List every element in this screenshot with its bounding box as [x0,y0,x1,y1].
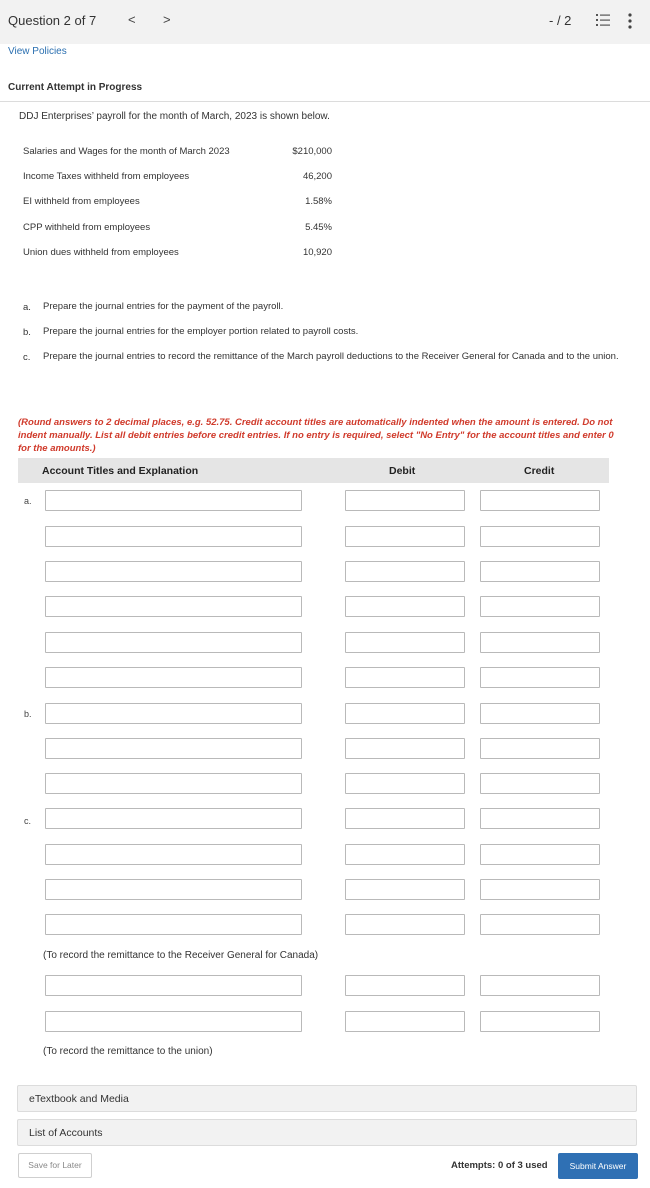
debit-input[interactable] [345,490,465,511]
requirement-text: Prepare the journal entries for the payment of the payroll. [43,301,284,312]
account-title-input[interactable] [45,773,302,794]
etextbook-media-panel[interactable] [17,1085,637,1112]
question-score: - / 2 [549,13,572,28]
account-title-input[interactable] [45,914,302,935]
entry-letter-c: c. [24,816,32,826]
account-title-input[interactable] [45,490,302,511]
debit-input[interactable] [345,632,465,653]
debit-input[interactable] [345,879,465,900]
credit-input[interactable] [480,738,600,759]
question-list-icon[interactable] [596,14,610,26]
record-note-union: (To record the remittance to the union) [43,1046,213,1057]
account-title-input[interactable] [45,596,302,617]
debit-input[interactable] [345,703,465,724]
debit-input[interactable] [345,914,465,935]
account-title-input[interactable] [45,561,302,582]
given-label: EI withheld from employees [23,196,140,207]
given-label: Salaries and Wages for the month of March 2023 [23,146,230,157]
requirement-letter: a. [23,302,31,313]
credit-input[interactable] [480,844,600,865]
credit-input[interactable] [480,667,600,688]
credit-input[interactable] [480,596,600,617]
given-value: 1.58% [305,196,332,207]
account-title-input[interactable] [45,738,302,759]
column-header-credit: Credit [524,465,555,477]
given-label: Union dues withheld from employees [23,247,179,258]
account-title-input[interactable] [45,703,302,724]
debit-input[interactable] [345,561,465,582]
debit-input[interactable] [345,596,465,617]
divider [0,101,650,102]
debit-input[interactable] [345,773,465,794]
column-header-debit: Debit [389,465,416,477]
account-title-input[interactable] [45,526,302,547]
attempts-counter: Attempts: 0 of 3 used [451,1160,548,1171]
requirement-text: Prepare the journal entries for the employer portion related to payroll costs. [43,326,359,337]
requirement-text: Prepare the journal entries to record the remittance of the March payroll deductions to the Receiver General for Canada and to the union. [43,351,619,362]
previous-question-button[interactable]: < [128,12,136,27]
requirement-letter: c. [23,352,31,363]
given-value: 10,920 [302,247,332,258]
credit-input[interactable] [480,773,600,794]
debit-input[interactable] [345,1011,465,1032]
top-bar [0,0,650,44]
account-title-input[interactable] [45,879,302,900]
journal-table-header [18,458,609,483]
view-policies-link[interactable]: View Policies [8,46,67,57]
debit-input[interactable] [345,808,465,829]
credit-input[interactable] [480,975,600,996]
given-value: $210,000 [292,146,332,157]
submit-answer-button[interactable]: Submit Answer [558,1153,638,1179]
account-title-input[interactable] [45,667,302,688]
account-title-input[interactable] [45,808,302,829]
credit-input[interactable] [480,914,600,935]
credit-input[interactable] [480,526,600,547]
record-note-receiver-general: (To record the remittance to the Receiver General for Canada) [43,950,319,961]
debit-input[interactable] [345,526,465,547]
given-value: 46,200 [302,171,332,182]
requirement-letter: b. [23,327,31,338]
account-title-input[interactable] [45,844,302,865]
list-of-accounts-panel[interactable] [17,1119,637,1146]
given-label: CPP withheld from employees [23,222,151,233]
account-title-input[interactable] [45,1011,302,1032]
entry-letter-b: b. [24,709,32,719]
debit-input[interactable] [345,844,465,865]
entry-letter-a: a. [24,496,32,506]
credit-input[interactable] [480,490,600,511]
given-value: 5.45% [305,222,332,233]
question-counter: Question 2 of 7 [8,13,97,28]
list-of-accounts-label: List of Accounts [29,1127,103,1139]
debit-input[interactable] [345,975,465,996]
credit-input[interactable] [480,1011,600,1032]
attempt-status: Current Attempt in Progress [8,82,143,93]
question-intro: DDJ Enterprises’ payroll for the month of March, 2023 is shown below. [19,111,330,122]
credit-input[interactable] [480,879,600,900]
answer-instructions: (Round answers to 2 decimal places, e.g. 52.75. Credit account titles are automatically indented when the amount is entered. Do not indent manually. List all debit entries before credit entries. If no entry is required, select "No Entry" for the account titles and enter 0 for the amounts.) [18,417,614,454]
account-title-input[interactable] [45,975,302,996]
given-label: Income Taxes withheld from employees [23,171,190,182]
save-for-later-button[interactable]: Save for Later [18,1153,92,1178]
more-options-icon[interactable] [628,13,632,29]
next-question-button[interactable]: > [163,12,171,27]
account-title-input[interactable] [45,632,302,653]
credit-input[interactable] [480,561,600,582]
debit-input[interactable] [345,667,465,688]
credit-input[interactable] [480,632,600,653]
etextbook-media-label: eTextbook and Media [29,1093,129,1105]
column-header-account: Account Titles and Explanation [42,465,199,477]
credit-input[interactable] [480,703,600,724]
credit-input[interactable] [480,808,600,829]
debit-input[interactable] [345,738,465,759]
